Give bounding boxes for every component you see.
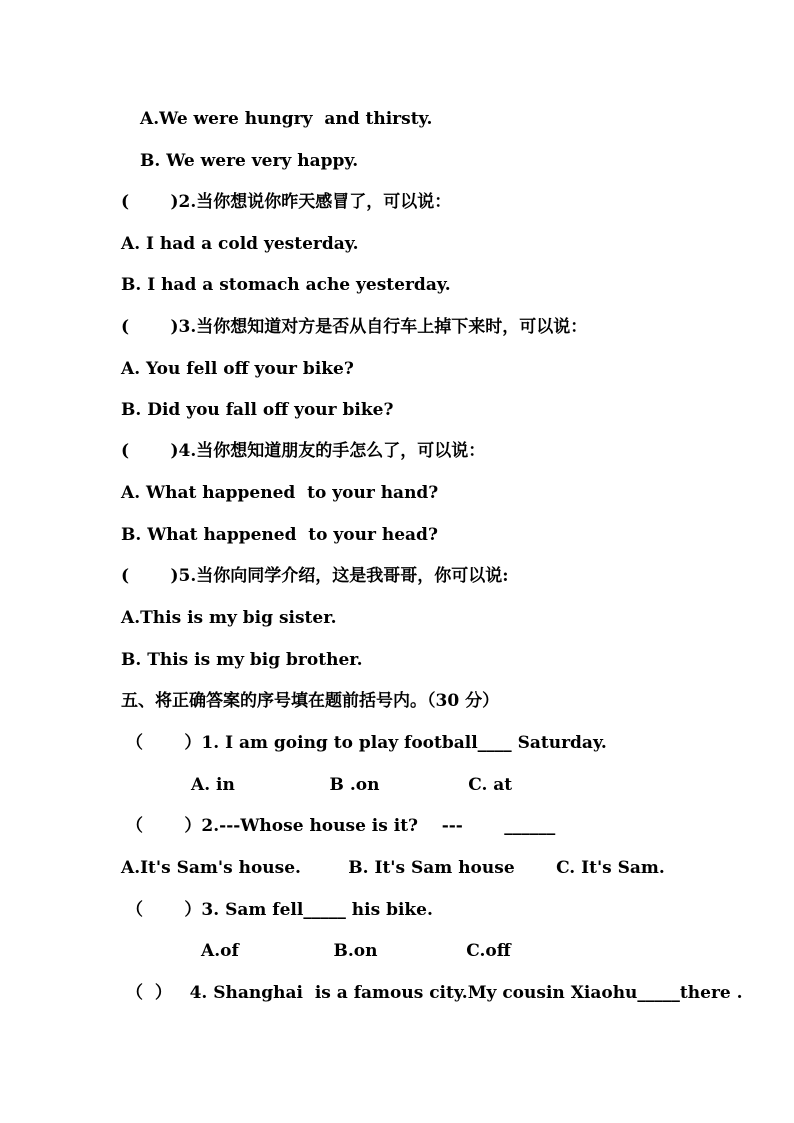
question-line: （ ）1. I am going to play football____ Saturday. [126, 733, 607, 753]
option-line: A.We were hungry and thirsty. [140, 109, 433, 129]
option-line: B. Did you fall off your bike? [121, 400, 394, 420]
option-line: A.This is my big sister. [121, 608, 337, 628]
question-line: ( )5.当你向同学介绍，这是我哥哥，你可以说: [121, 566, 509, 586]
option-line: A. What happened to your hand? [121, 483, 439, 503]
question-line: （ ）2.---Whose house is it? --- ______ [126, 816, 556, 836]
option-line: A. I had a cold yesterday. [121, 234, 359, 254]
option-line: B. I had a stomach ache yesterday. [121, 275, 451, 295]
option-line: B. We were very happy. [140, 151, 359, 171]
section-heading: 五、将正确答案的序号填在题前括号内。（30 分） [121, 691, 500, 711]
question-line: ( )4.当你想知道朋友的手怎么了，可以说： [121, 441, 486, 461]
option-line: A.It's Sam's house. B. It's Sam house C. It's Sam. [121, 858, 665, 878]
question-line: （ ）3. Sam fell_____ his bike. [126, 900, 433, 920]
question-line: （ ） 4. Shanghai is a famous city.My cousin Xiaohu_____there . [126, 983, 743, 1003]
option-line: A. You fell off your bike? [121, 359, 354, 379]
option-line: A. in B .on C. at [191, 775, 513, 795]
option-line: B. This is my big brother. [121, 650, 363, 670]
question-line: ( )3.当你想知道对方是否从自行车上掉下来时，可以说： [121, 317, 588, 337]
question-line: ( )2.当你想说你昨天感冒了，可以说： [121, 192, 452, 212]
option-line: B. What happened to your head? [121, 525, 438, 545]
option-line: A.of B.on C.off [201, 941, 511, 961]
